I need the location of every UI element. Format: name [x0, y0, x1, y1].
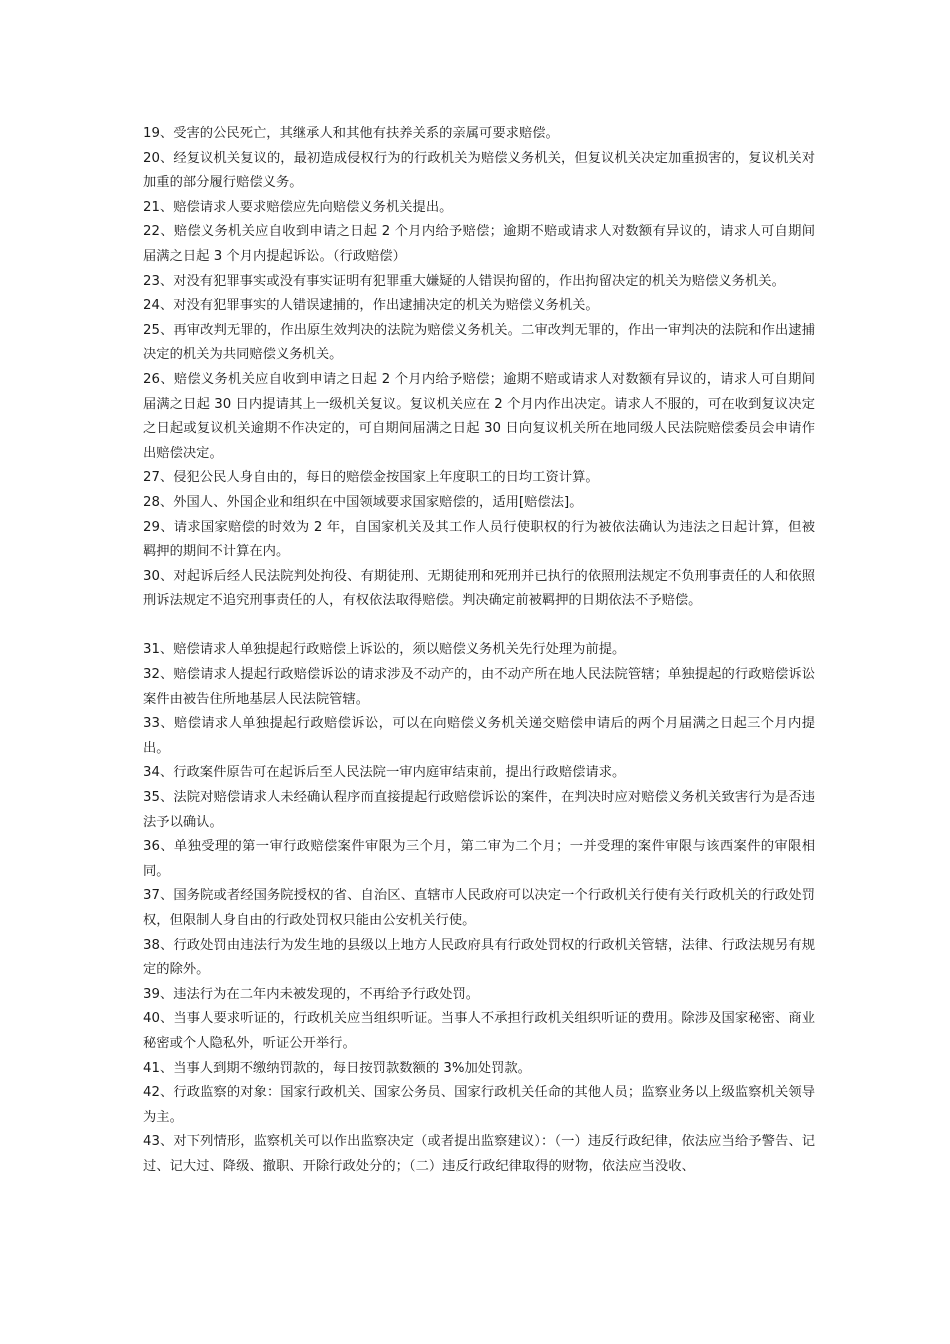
- paragraph-31: 31、赔偿请求人单独提起行政赔偿上诉讼的，须以赔偿义务机关先行处理为前提。: [143, 642, 626, 658]
- paragraph-39: 39、违法行为在二年内未被发现的，不再给予行政处罚。: [143, 986, 480, 1002]
- paragraph-28: 28、外国人、外国企业和组织在中国领域要求国家赔偿的，适用[赔偿法]。: [143, 494, 583, 510]
- document-body: [143, 122, 815, 1180]
- paragraph-30: 30、对起诉后经人民法院判处拘役、有期徒刑、无期徒刑和死刑并已执行的依照刑法规定不负刑事责任的人和依照刑诉法规定不追究刑事责任的人，有权依法取得赔偿。判决确定前被羁押的日期依法不予赔偿。: [143, 568, 815, 609]
- paragraph-26: 26、赔偿义务机关应自收到申请之日起 2 个月内给予赔偿；逾期不赔或请求人对数额有异议的，请求人可自期间届满之日起 30 日内提请其上一级机关复议。复议机关应在 2 个月内作出决定。请求人不服的，可在收到复议决定之日起或复议机关逾期不作决定的，可自期间届满之日起 30 日向复议机关所在地同级人民法院赔偿委员会申请作出赔偿决定。: [143, 371, 815, 461]
- paragraph-41: 41、当事人到期不缴纳罚款的，每日按罚款数额的 3%加处罚款。: [143, 1060, 531, 1076]
- paragraph-43: 43、对下列情形，监察机关可以作出监察决定（或者提出监察建议）：（一）违反行政纪律，依法应当给予警告、记过、记大过、降级、撤职、开除行政处分的；（二）违反行政纪律取得的财物，依法应当没收、: [143, 1134, 815, 1174]
- paragraph-40: 40、当事人要求听证的，行政机关应当组织听证。当事人不承担行政机关组织听证的费用。除涉及国家秘密、商业秘密或个人隐私外，听证公开举行。: [143, 1011, 815, 1051]
- paragraph-35: 35、法院对赔偿请求人未经确认程序而直接提起行政赔偿诉讼的案件，在判决时应对赔偿义务机关致害行为是否违法予以确认。: [143, 790, 815, 830]
- paragraph-27: 27、侵犯公民人身自由的，每日的赔偿金按国家上年度职工的日均工资计算。: [143, 470, 599, 486]
- paragraph-32: 32、赔偿请求人提起行政赔偿诉讼的请求涉及不动产的，由不动产所在地人民法院管辖；单独提起的行政赔偿诉讼案件由被告住所地基层人民法院管辖。: [143, 667, 815, 707]
- paragraph-38: 38、行政处罚由违法行为发生地的县级以上地方人民政府具有行政处罚权的行政机关管辖，法律、行政法规另有规定的除外。: [143, 937, 815, 978]
- paragraph-21: 21、赔偿请求人要求赔偿应先向赔偿义务机关提出。: [143, 199, 453, 215]
- paragraph-22: 22、赔偿义务机关应自收到申请之日起 2 个月内给予赔偿；逾期不赔或请求人对数额有异议的，请求人可自期间届满之日起 3 个月内提起诉讼。（行政赔偿）: [143, 224, 815, 264]
- paragraph-20: 20、经复议机关复议的，最初造成侵权行为的行政机关为赔偿义务机关，但复议机关决定加重损害的，复议机关对加重的部分履行赔偿义务。: [143, 150, 815, 191]
- paragraph-42: 42、行政监察的对象：国家行政机关、国家公务员、国家行政机关任命的其他人员；监察业务以上级监察机关领导为主。: [143, 1085, 815, 1125]
- paragraph-24: 24、对没有犯罪事实的人错误逮捕的，作出逮捕决定的机关为赔偿义务机关。: [143, 298, 599, 314]
- paragraph-23: 23、对没有犯罪事实或没有事实证明有犯罪重大嫌疑的人错误拘留的，作出拘留决定的机关为赔偿义务机关。: [143, 273, 785, 289]
- blank-line: [143, 614, 815, 639]
- paragraph-36: 36、单独受理的第一审行政赔偿案件审限为三个月，第二审为二个月；一并受理的案件审限与该西案件的审限相同。: [143, 839, 815, 879]
- paragraph-33: 33、赔偿请求人单独提起行政赔偿诉讼，可以在向赔偿义务机关递交赔偿申请后的两个月届满之日起三个月内提出。: [143, 716, 815, 756]
- paragraph-29: 29、请求国家赔偿的时效为 2 年，自国家机关及其工作人员行使职权的行为被依法确认为违法之日起计算，但被羁押的期间不计算在内。: [143, 519, 815, 560]
- paragraph-34: 34、行政案件原告可在起诉后至人民法院一审内庭审结束前，提出行政赔偿请求。: [143, 765, 626, 781]
- paragraph-19: 19、受害的公民死亡，其继承人和其他有扶养关系的亲属可要求赔偿。: [143, 126, 559, 141]
- paragraph-37: 37、国务院或者经国务院授权的省、自治区、直辖市人民政府可以决定一个行政机关行使有关行政机关的行政处罚权，但限制人身自由的行政处罚权只能由公安机关行使。: [143, 888, 815, 928]
- paragraph-25: 25、再审改判无罪的，作出原生效判决的法院为赔偿义务机关。二审改判无罪的，作出一审判决的法院和作出逮捕决定的机关为共同赔偿义务机关。: [143, 322, 815, 363]
